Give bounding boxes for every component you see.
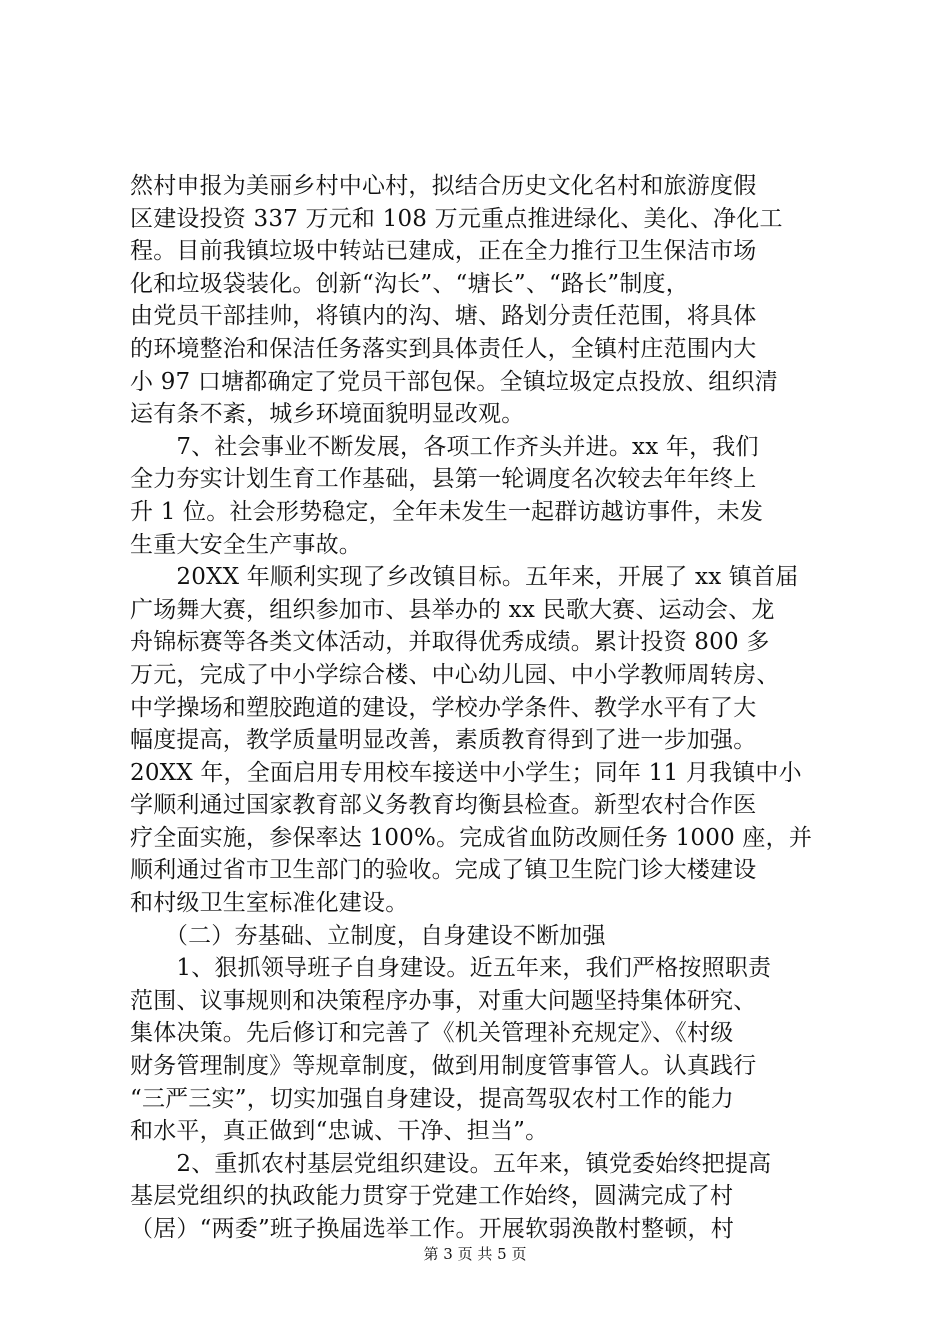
text-line: 中学操场和塑胶跑道的建设，学校办学条件、教学水平有了大: [130, 694, 757, 721]
text-line: 区建设投资 337 万元和 108 万元重点推进绿化、美化、净化工: [130, 205, 783, 232]
text-line: 由党员干部挂帅，将镇内的沟、塘、路划分责任范围，将具体: [130, 303, 757, 330]
body-text: [130, 170, 830, 1246]
text-line: 20XX 年顺利实现了乡改镇目标。五年来，开展了 xx 镇首届: [130, 564, 799, 591]
text-line: 舟锦标赛等各类文体活动，并取得优秀成绩。累计投资 800 多: [130, 629, 770, 656]
text-line: 和村级卫生室标准化建设。: [130, 890, 409, 917]
text-line: 运有条不紊，城乡环境面貌明显改观。: [130, 401, 525, 428]
text-line: 1、狠抓领导班子自身建设。近五年来，我们严格按照职责: [130, 955, 772, 982]
section-heading: （二）夯基础、立制度，自身建设不断加强: [130, 922, 606, 949]
text-line: 和水平，真正做到“忠诚、干净、担当”。: [130, 1118, 549, 1145]
text-line: 的环境整治和保洁任务落实到具体责任人，全镇村庄范围内大: [130, 335, 757, 362]
text-line: （居）“两委”班子换届选举工作。开展软弱涣散村整顿，村: [130, 1216, 734, 1242]
text-line: 疗全面实施，参保率达 100%。完成省血防改厕任务 1000 座，并: [130, 824, 813, 851]
text-line: 2、重抓农村基层党组织建设。五年来，镇党委始终把提高: [130, 1150, 772, 1177]
text-line: 程。目前我镇垃圾中转站已建成，正在全力推行卫生保洁市场: [130, 238, 757, 265]
text-line: 基层党组织的执政能力贯穿于党建工作始终，圆满完成了村: [130, 1183, 734, 1210]
text-line: 顺利通过省市卫生部门的验收。完成了镇卫生院门诊大楼建设: [130, 857, 757, 884]
text-line: 集体决策。先后修订和完善了《机关管理补充规定》、《村级: [130, 1020, 734, 1047]
text-line: 20XX 年，全面启用专用校车接送中小学生；同年 11 月我镇中小: [130, 759, 802, 786]
text-line: 广场舞大赛，组织参加市、县举办的 xx 民歌大赛、运动会、龙: [130, 596, 775, 623]
text-line: 升 1 位。社会形势稳定，全年未发生一起群访越访事件，未发: [130, 498, 764, 525]
text-line: 范围、议事规则和决策程序办事，对重大问题坚持集体研究、: [130, 987, 757, 1014]
text-line: 学顺利通过国家教育部义务教育均衡县检查。新型农村合作医: [130, 792, 757, 819]
text-line: 幅度提高，教学质量明显改善，素质教育得到了进一步加强。: [130, 727, 757, 754]
text-line: 生重大安全生产事故。: [130, 531, 362, 558]
text-line: 全力夯实计划生育工作基础，县第一轮调度名次较去年年终上: [130, 466, 757, 493]
text-line: 财务管理制度》等规章制度，做到用制度管事管人。认真践行: [130, 1053, 757, 1080]
text-line: 然村申报为美丽乡村中心村，拟结合历史文化名村和旅游度假: [130, 173, 757, 199]
text-line: “三严三实”，切实加强自身建设，提高驾驭农村工作的能力: [130, 1085, 734, 1112]
text-line: 化和垃圾袋装化。创新“沟长”、“塘长”、“路长”制度，: [130, 270, 689, 297]
text-line: 小 97 口塘都确定了党员干部包保。全镇垃圾定点投放、组织清: [130, 368, 778, 395]
text-line: 7、社会事业不断发展，各项工作齐头并进。xx 年，我们: [130, 433, 759, 460]
text-line: 万元，完成了中小学综合楼、中心幼儿园、中小学教师周转房、: [130, 661, 780, 688]
page-footer: 第 3 页 共 5 页: [423, 1245, 527, 1263]
